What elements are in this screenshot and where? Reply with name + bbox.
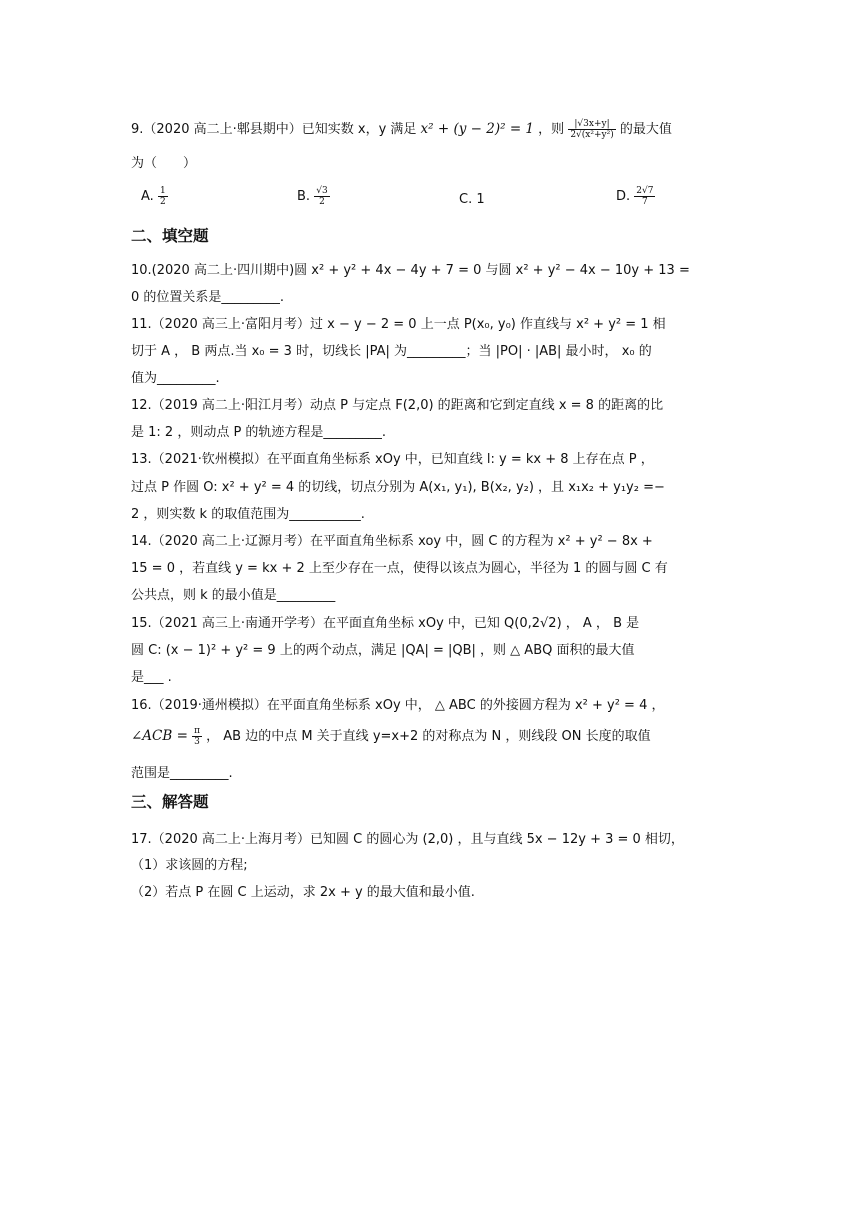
choice-b [297, 186, 330, 207]
choice-d-label: D. [616, 189, 631, 204]
choice-b-numerator: √3 [316, 186, 328, 196]
question-9-fraction [568, 119, 615, 140]
choice-b-fraction [314, 186, 329, 207]
question-12-line-1: 12.（2019 高二上·阳江月考）动点 P 与定点 F(2,0) 的距离和它到定直线 x = 8 的距离的比 [131, 398, 664, 413]
choice-a-numerator: 1 [159, 186, 166, 196]
question-9-line-2: 为（ ） [131, 156, 197, 171]
question-16-line-1: 16.（2019·通州模拟）在平面直角坐标系 xOy 中， △ ABC 的外接圆方程为 x² + y² = 4 ， [131, 698, 665, 713]
question-9-condition: x² + (y − 2)² = 1 [420, 121, 535, 137]
question-16-line-3: 范围是_________. [131, 766, 233, 781]
question-15-line-1: 15.（2021 高三上·南通开学考）在平面直角坐标 xOy 中，已知 Q(0,2√2) ， A ， B 是 [131, 616, 640, 631]
choice-a-label: A. [141, 189, 154, 204]
question-9-then: ，则 [538, 122, 565, 137]
question-11-line-2: 切于 A ， B 两点.当 x₀ = 3 时，切线长 |PA| 为_________；当 |PO| · |AB| 最小时， x₀ 的 [131, 344, 652, 359]
choice-c-label: C. [459, 192, 473, 207]
question-10-line-2: 0 的位置关系是_________. [131, 290, 285, 305]
question-17-part-2: （2）若点 P 在圆 C 上运动，求 2x + y 的最大值和最小值. [131, 885, 475, 900]
section-heading-answer: 三、解答题 [131, 793, 209, 811]
question-16-line-2 [131, 726, 731, 747]
choice-b-label: B. [297, 189, 311, 204]
question-11-line-3: 值为_________. [131, 371, 220, 386]
question-13-line-2: 过点 P 作圆 O: x² + y² = 4 的切线，切点分别为 A(x₁, y₁), B(x₂, y₂) ，且 x₁x₂ + y₁y₂ =− [131, 480, 665, 495]
choice-d [616, 186, 655, 207]
choice-a-denominator: 2 [159, 197, 166, 207]
choice-d-numerator: 2√7 [636, 186, 654, 196]
question-17-part-1: （1）求该圆的方程; [131, 858, 248, 873]
choice-c [459, 191, 485, 209]
choice-b-denominator: 2 [319, 197, 325, 207]
choice-a-fraction [158, 186, 168, 207]
choice-d-denominator: 7 [642, 197, 648, 207]
question-15-line-2: 圆 C: (x − 1)² + y² = 9 上的两个动点，满足 |QA| = |QB| ，则 △ ABQ 面积的最大值 [131, 643, 635, 658]
question-15-line-3: 是___ . [131, 670, 172, 685]
choice-a [141, 186, 168, 207]
question-9-line-1 [131, 119, 731, 140]
pi-over-3-fraction [192, 726, 202, 747]
section-heading-fill-in: 二、填空题 [131, 227, 209, 245]
question-9-stem: 9.（2020 高二上·郫县期中）已知实数 x，y 满足 [131, 122, 417, 137]
question-14-line-3: 公共点，则 k 的最小值是_________ [131, 588, 336, 603]
question-13-line-1: 13.（2021·钦州模拟）在平面直角坐标系 xOy 中，已知直线 l: y = kx + 8 上存在点 P ， [131, 452, 654, 467]
question-11-line-1: 11.（2020 高三上·富阳月考）过 x − y − 2 = 0 上一点 P(x₀, y₀) 作直线与 x² + y² = 1 相 [131, 317, 666, 332]
question-10-line-1: 10.(2020 高二上·四川期中)圆 x² + y² + 4x − 4y + 7 = 0 与圆 x² + y² − 4x − 10y + 13 = [131, 263, 690, 278]
question-9-fraction-numerator: |√3x+y| [568, 119, 615, 130]
question-9-tail: 的最大值 [619, 122, 672, 137]
choice-d-fraction [634, 186, 655, 207]
pi-over-3-denominator: 3 [194, 737, 200, 747]
question-13-line-3: 2 ，则实数 k 的取值范围为___________. [131, 507, 365, 522]
question-14-line-1: 14.（2020 高二上·辽源月考）在平面直角坐标系 xoy 中，圆 C 的方程为 x² + y² − 8x + [131, 534, 653, 549]
question-16-line-2-rest: ， AB 边的中点 M 关于直线 y=x+2 的对称点为 N ，则线段 ON 长度的取值 [206, 729, 651, 744]
question-12-line-2: 是 1: 2 ，则动点 P 的轨迹方程是_________. [131, 425, 387, 440]
angle-acb: ∠ACB = [131, 728, 188, 744]
question-14-line-2: 15 = 0 ，若直线 y = kx + 2 上至少存在一点，使得以该点为圆心，半径为 1 的圆与圆 C 有 [131, 561, 668, 576]
choice-c-value: 1 [476, 192, 485, 207]
pi-over-3-numerator: π [194, 726, 200, 736]
question-17-line-1: 17.（2020 高二上·上海月考）已知圆 C 的圆心为 (2,0) ，且与直线 5x − 12y + 3 = 0 相切， [131, 832, 684, 847]
question-9-fraction-denominator: 2√(x²+y²) [570, 130, 614, 140]
